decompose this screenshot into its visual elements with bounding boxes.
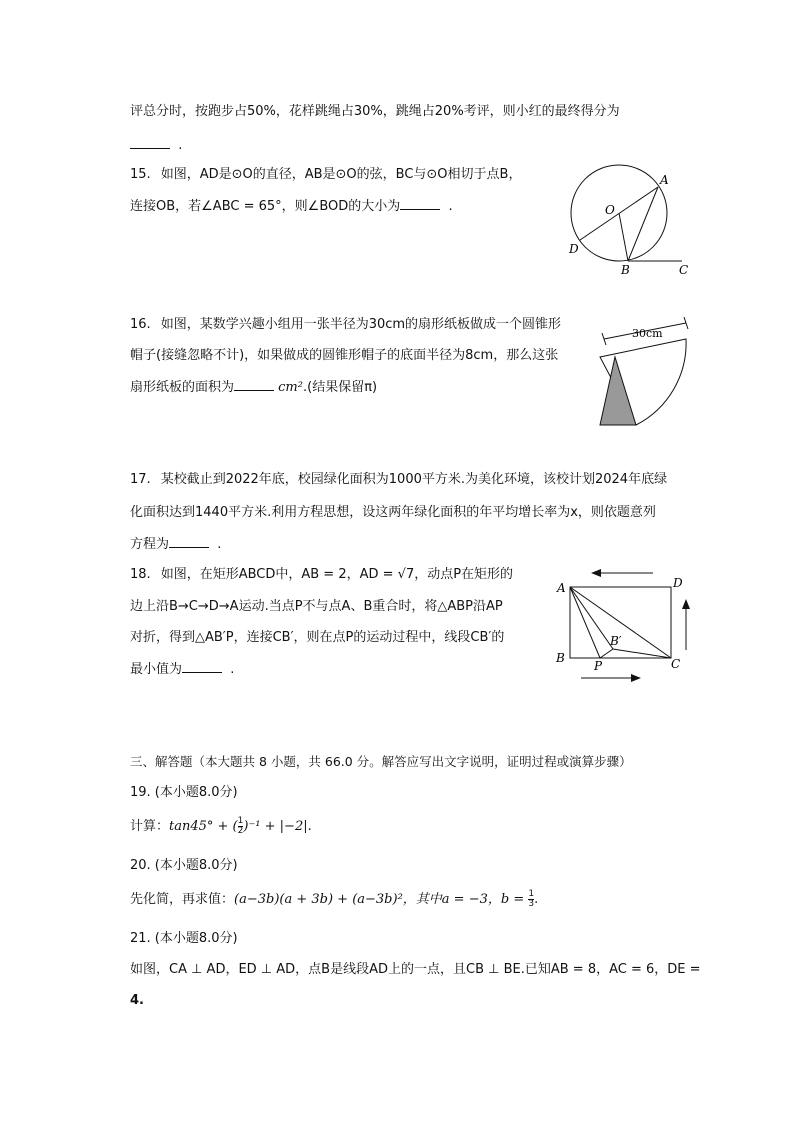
label-b-prime: B′ xyxy=(610,634,622,648)
note: .(结果保留π) xyxy=(302,380,378,395)
q15-line2 xyxy=(130,197,453,217)
frac-num: 1 xyxy=(237,816,244,826)
answer-blank xyxy=(234,378,274,391)
q17-line3 xyxy=(130,535,221,555)
chord-ab xyxy=(628,187,658,261)
label-c: C xyxy=(671,657,681,671)
answer-blank xyxy=(182,660,222,673)
label-p: P xyxy=(594,659,603,673)
question-number: 18. xyxy=(130,567,151,582)
period: . xyxy=(230,662,235,677)
arrow-left-icon xyxy=(591,569,601,577)
q20-expr: (a−3b)(a + 3b) + (a−3b)² xyxy=(234,892,403,907)
q20-prefix: 先化简，再求值： xyxy=(130,892,235,907)
label-o: O xyxy=(605,203,615,217)
q17-text: 某校截止到2022年底，校园绿化面积为1000平方米.为美化环境，该校计划2024年底绿 xyxy=(160,472,668,487)
q18-text: 如图，在矩形ABCD中，AB = 2，AD = √7，动点P在矩形的 xyxy=(160,567,514,582)
answer-blank xyxy=(130,136,170,149)
period: . xyxy=(178,138,183,153)
radius-ob xyxy=(619,213,628,261)
q20-header: 20. (本小题8.0分) xyxy=(130,858,238,873)
q20-expression xyxy=(130,890,538,910)
q21-header: 21. (本小题8.0分) xyxy=(130,931,238,946)
segment-pbp xyxy=(600,649,613,658)
frac-den: 2 xyxy=(237,826,244,836)
period: . xyxy=(534,892,539,907)
answer-blank xyxy=(400,197,440,210)
arrow-right-icon xyxy=(631,674,641,682)
q15-line1 xyxy=(130,165,521,185)
q19-expression xyxy=(130,817,312,837)
q17-line1 xyxy=(130,470,667,490)
q19-tan: tan45° + ( xyxy=(169,819,238,834)
label-a: A xyxy=(557,581,566,595)
q19-header: 19. (本小题8.0分) xyxy=(130,785,238,800)
section-title: 三、解答题（本大题共 8 小题，共 66.0 分。解答应写出文字说明，证明过程或演算步骤） xyxy=(130,754,632,769)
q15-text-2: 连接OB，若∠ABC = 65°，则∠BOD的大小为 xyxy=(130,199,401,214)
q19-rest: )⁻¹ + |−2|. xyxy=(243,819,312,834)
frac-num: 1 xyxy=(528,889,535,899)
q16-text-3: 扇形纸板的面积为 xyxy=(130,380,235,395)
question-number: 16. xyxy=(130,317,151,332)
q17-line2: 化面积达到1440平方米.利用方程思想，设这两年绿化面积的年平均增长率为x，则依题意列 xyxy=(130,505,656,520)
q18-line3: 对折，得到△AB′P，连接CB′，则在点P的运动过程中，线段CB′的 xyxy=(130,630,505,645)
label-a: A xyxy=(660,173,669,187)
q16-line2: 帽子(接缝忽略不计)，如果做成的圆锥形帽子的底面半径为8cm，那么这张 xyxy=(130,348,559,363)
q16-line3 xyxy=(130,378,377,398)
unit: cm² xyxy=(278,380,303,395)
q14-text-line1: 评总分时，按跑步占50%，花样跳绳占30%，跳绳占20%考评，则小红的最终得分为 xyxy=(130,104,620,119)
segment-cbp xyxy=(613,649,671,658)
q16-line1 xyxy=(130,315,561,335)
question-number: 15. xyxy=(130,167,151,182)
q15-circle-figure xyxy=(560,160,700,280)
q18-text-4: 最小值为 xyxy=(130,662,183,677)
label-b: B xyxy=(556,651,565,665)
q21-line2: 4. xyxy=(130,993,144,1008)
q20-mid: ，其中a = −3，b = xyxy=(402,892,529,907)
q16-text: 如图，某数学兴趣小组用一张半径为30cm的扇形纸板做成一个圆锥形 xyxy=(160,317,562,332)
period: . xyxy=(217,537,222,552)
label-d: D xyxy=(673,576,683,590)
q18-line2: 边上沿B→C→D→A运动.当点P不与点A、B重合时，将△ABP沿AP xyxy=(130,599,503,614)
answer-blank xyxy=(169,535,209,548)
q21-line1: 如图，CA ⊥ AD，ED ⊥ AD，点B是线段AD上的一点，且CB ⊥ BE.已知AB = 8，AC = 6，DE = xyxy=(130,962,701,977)
q18-line4 xyxy=(130,660,234,680)
label-d: D xyxy=(569,242,579,256)
q16-sector-figure xyxy=(590,315,700,435)
q15-text: 如图，AD是⊙O的直径，AB是⊙O的弦，BC与⊙O相切于点B， xyxy=(160,167,522,182)
q17-text-3: 方程为 xyxy=(130,537,170,552)
q18-rectangle-figure xyxy=(553,565,698,685)
question-number: 17. xyxy=(130,472,151,487)
period: . xyxy=(448,199,453,214)
segment-abp xyxy=(570,587,613,649)
label-b: B xyxy=(621,263,630,277)
q19-prefix: 计算： xyxy=(130,819,170,834)
frac-den: 3 xyxy=(528,899,535,909)
label-c: C xyxy=(679,263,689,277)
radius-label: 30cm xyxy=(632,327,663,340)
q14-text-line2 xyxy=(130,136,182,156)
arrow-up-icon xyxy=(682,599,690,609)
q18-line1 xyxy=(130,565,513,585)
